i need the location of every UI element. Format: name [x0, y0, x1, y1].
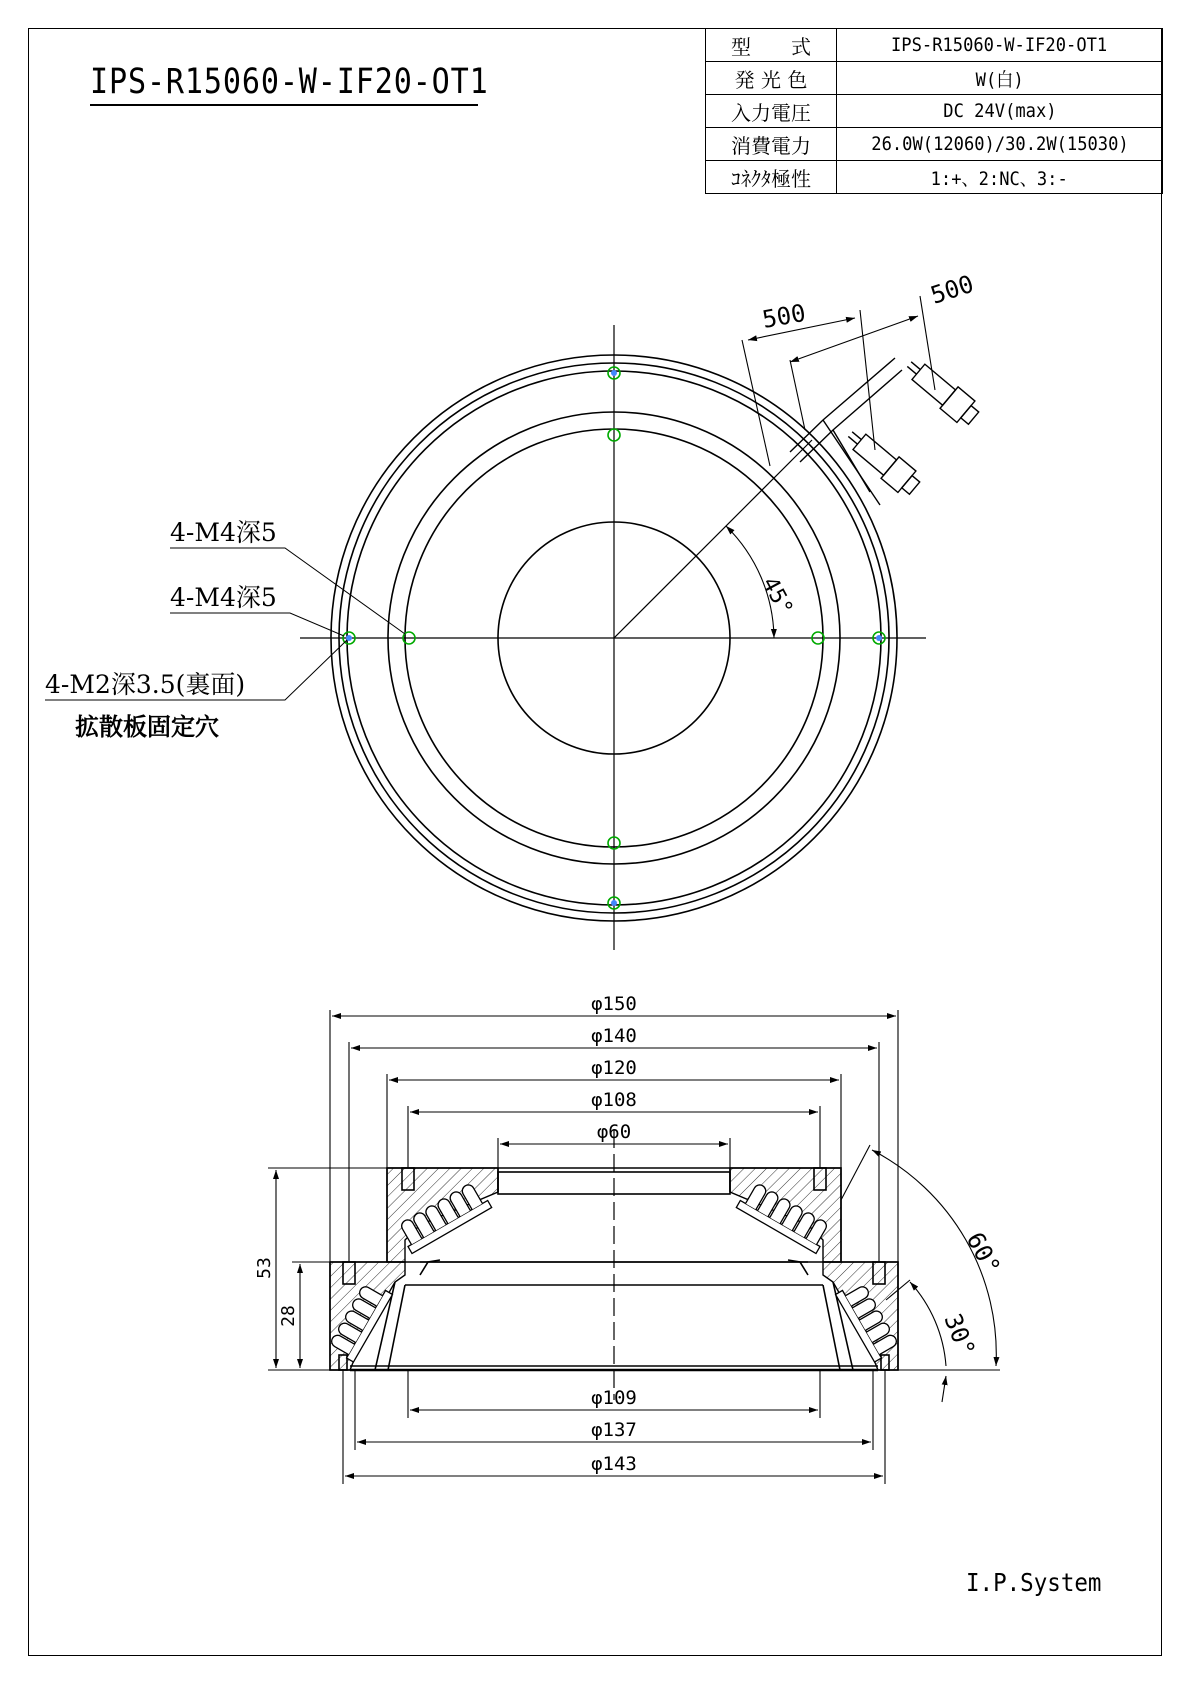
angle-60-label: 60°	[960, 1227, 1006, 1280]
callout-m4-2: 4-M4深5	[170, 583, 277, 612]
spec-value-text: IPS-R15060-W-IF20-OT1	[891, 34, 1108, 56]
callout-m4-1: 4-M4深5	[170, 518, 277, 547]
dim-phi60: φ60	[596, 1121, 632, 1143]
cable-1	[790, 358, 895, 452]
spec-value-text: 26.0W(12060)/30.2W(15030)	[870, 133, 1129, 155]
cable-dim-2: 500	[927, 269, 978, 310]
spec-label: 入力電圧	[706, 95, 837, 128]
dim-phi150: φ150	[591, 993, 637, 1015]
spec-label: ｺﾈｸﾀ極性	[706, 161, 837, 194]
angle-45-label: 45°	[756, 573, 798, 620]
dim-phi109: φ109	[591, 1387, 637, 1409]
dim-phi140: φ140	[591, 1025, 637, 1047]
drawing-title: IPS-R15060-W-IF20-OT1	[90, 62, 489, 102]
top-view	[45, 296, 983, 950]
dim-phi108: φ108	[591, 1089, 637, 1111]
dim-height-53: 53	[254, 1257, 275, 1279]
spec-value-text: DC 24V(max)	[942, 100, 1057, 122]
spec-value-text: 1:+、2:NC、3:-	[930, 167, 1069, 190]
dim-height-28: 28	[278, 1305, 299, 1327]
spec-label: 発 光 色	[706, 62, 837, 95]
spec-label: 消費電力	[706, 128, 837, 161]
leader-2	[170, 613, 344, 636]
spec-label: 型 式	[706, 29, 837, 62]
connector-1	[900, 353, 982, 428]
company-name: I.P.System	[966, 1568, 1102, 1597]
angle-30-label: 30°	[938, 1309, 981, 1361]
cable-dim-1: 500	[760, 298, 808, 334]
connectors	[841, 353, 982, 498]
dim-phi120: φ120	[591, 1057, 637, 1079]
callout-m2-note: 拡散板固定穴	[75, 713, 219, 741]
cable-2	[823, 420, 880, 505]
section-view	[268, 1010, 1000, 1484]
callout-m2: 4-M2深3.5(裏面)	[45, 670, 246, 699]
spec-value-text: W(白)	[975, 68, 1024, 91]
cable-1-edge	[800, 370, 902, 462]
dim-phi137: φ137	[591, 1419, 637, 1441]
dim-phi143: φ143	[591, 1453, 637, 1475]
